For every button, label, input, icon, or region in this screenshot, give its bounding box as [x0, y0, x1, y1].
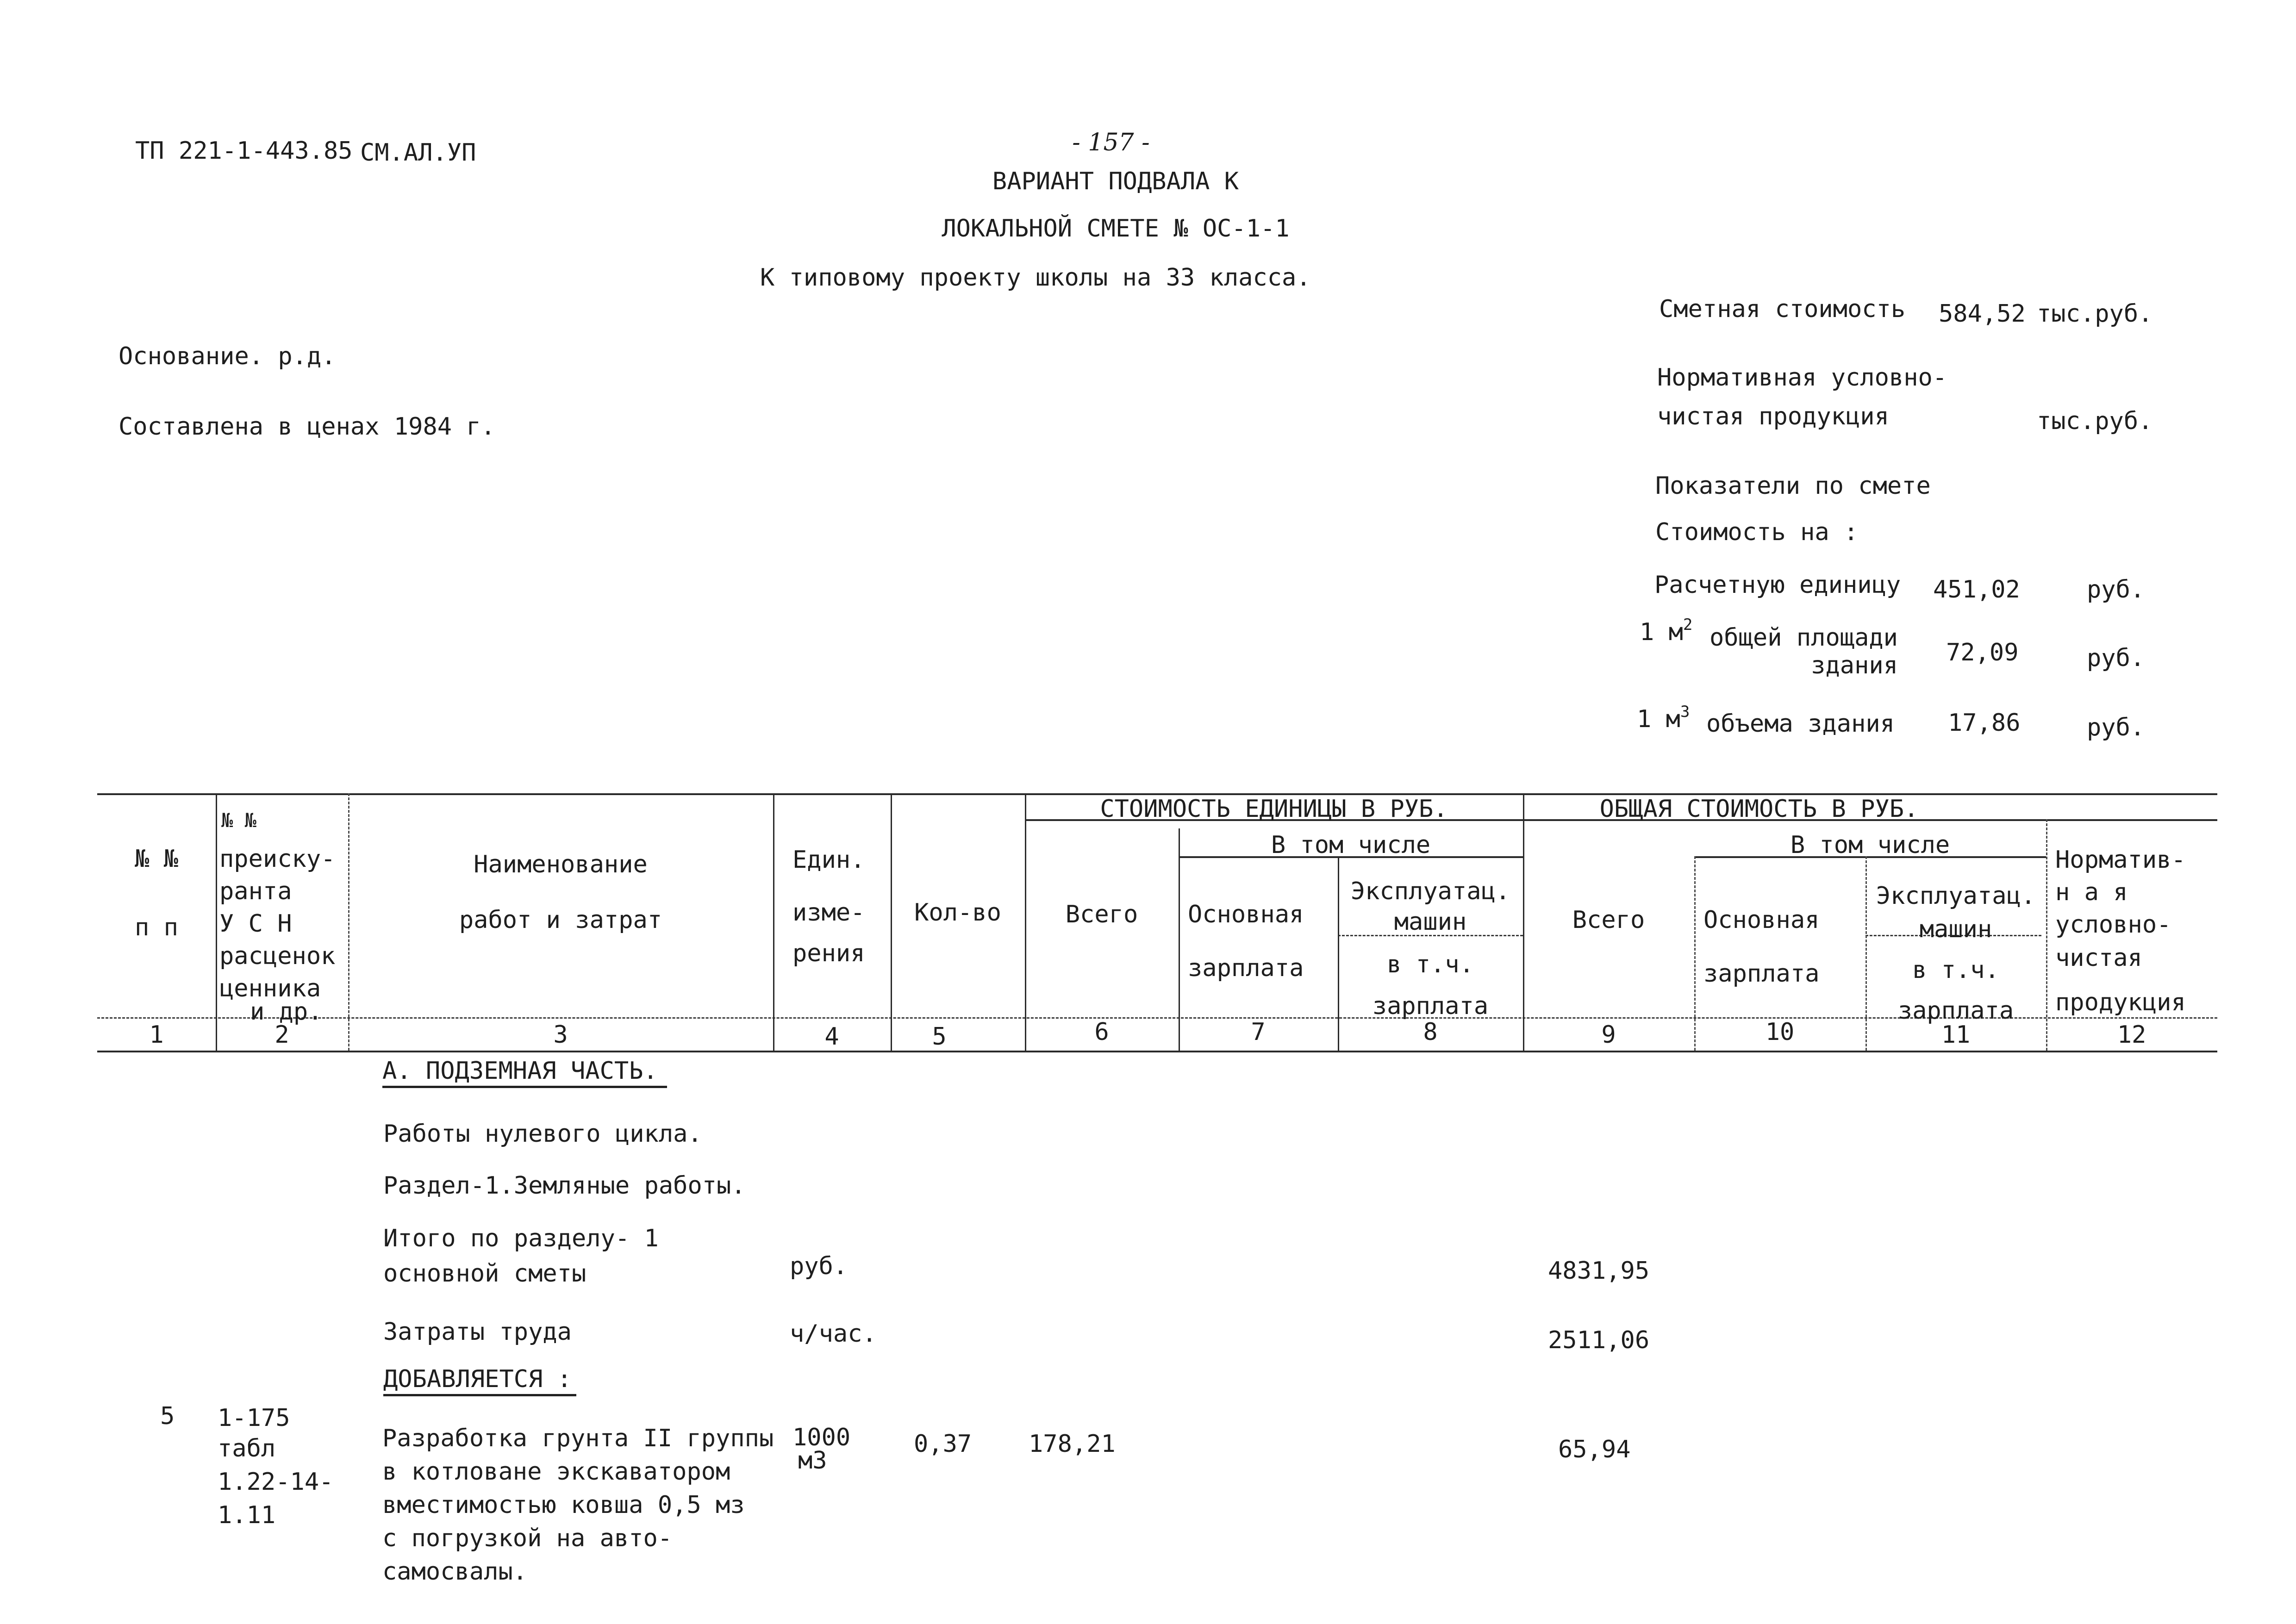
col11-header-line4: зарплата	[1897, 997, 2014, 1025]
col11-header-line3: в т.ч.	[1912, 956, 1999, 984]
row-code-line4: 1.11	[218, 1501, 276, 1529]
title-line-3: К типовому проекту школы на 33 класса.	[760, 264, 1311, 292]
col3-header-line2: работ и затрат	[459, 906, 662, 934]
col-number-4: 4	[824, 1023, 839, 1051]
row-quantity: 0,37	[914, 1430, 972, 1458]
per-area-label-1: общей площади	[1710, 624, 1898, 652]
per-unit-value: 451,02	[1933, 576, 2020, 604]
row-unit-cost: 178,21	[1029, 1430, 1116, 1458]
col12-header-line4: чистая	[2055, 944, 2142, 972]
labor-label: Затраты труда	[383, 1318, 572, 1346]
col-number-1: 1	[149, 1021, 164, 1049]
section-total-unit: руб.	[790, 1252, 848, 1280]
col12-header-line5: продукция	[2055, 989, 2186, 1016]
normative-label-1: Нормативная условно-	[1657, 364, 1947, 392]
basis-label: Основание. р.д.	[119, 342, 336, 370]
zero-cycle-heading: Работы нулевого цикла.	[383, 1120, 702, 1148]
col8-header-line1: Эксплуатац.	[1350, 877, 1510, 905]
col2-header-line1: № №	[221, 809, 256, 832]
col11-header-line1: Эксплуатац.	[1876, 882, 2036, 910]
per-unit-currency: руб.	[2087, 576, 2145, 604]
col4-header-line1: Един.	[792, 846, 865, 874]
row-name-line2: в котловане экскаватором	[382, 1458, 730, 1486]
col-number-2: 2	[275, 1021, 289, 1049]
col10-header-line1: Основная	[1703, 906, 1820, 934]
title-line-2: ЛОКАЛЬНОЙ СМЕТЕ № ОС-1-1	[942, 215, 1290, 243]
section-a-heading: А. ПОДЗЕМНАЯ ЧАСТЬ.	[382, 1059, 667, 1088]
row-name-line5: самосвалы.	[382, 1558, 528, 1586]
estimated-cost-unit: тыс.руб.	[2037, 300, 2153, 328]
col4-header-line3: рения	[792, 940, 865, 967]
col2-header-line4: У С Н	[219, 910, 292, 938]
estimated-cost-value: 584,52	[1939, 300, 2026, 328]
document-series: СМ.АЛ.УП	[360, 139, 476, 167]
col8-header-line3: в т.ч.	[1387, 951, 1474, 978]
row-unit-line2: м3	[798, 1447, 827, 1475]
col12-header-line1: Норматив-	[2055, 846, 2186, 874]
col-number-12: 12	[2117, 1021, 2146, 1049]
page-number: - 157 -	[1072, 129, 1150, 156]
col-number-8: 8	[1423, 1018, 1438, 1046]
col9-header: Всего	[1572, 906, 1645, 934]
indicators-label: Показатели по смете	[1655, 472, 1931, 500]
row-number: 5	[160, 1402, 175, 1430]
per-volume-value: 17,86	[1948, 709, 2021, 737]
unit-cost-incl-label: В том числе	[1271, 831, 1431, 859]
col-number-11: 11	[1941, 1021, 1971, 1049]
col2-header-line6: ценника	[219, 975, 321, 1002]
col2-header-line7: и др.	[250, 998, 323, 1026]
section-total-value: 4831,95	[1548, 1257, 1650, 1285]
prices-year-label: Составлена в ценах 1984 г.	[119, 413, 495, 441]
estimated-cost-label: Сметная стоимость	[1659, 295, 1906, 323]
per-area-currency: руб.	[2087, 644, 2145, 672]
row-name-line1: Разработка грунта II группы	[382, 1425, 774, 1452]
col2-header-line5: расценок	[219, 942, 336, 970]
row-code-line1: 1-175	[218, 1404, 290, 1432]
col12-header-line3: условно-	[2055, 911, 2171, 939]
section-1-heading: Раздел-1.Земляные работы.	[383, 1172, 746, 1200]
row-code-line2: табл	[218, 1435, 276, 1462]
per-volume-currency: руб.	[2087, 714, 2145, 741]
document-code: ТП 221-1-443.85	[135, 137, 353, 165]
col8-header-line4: зарплата	[1372, 992, 1489, 1020]
col7-header-line1: Основная	[1188, 901, 1304, 928]
col12-header-line2: н а я	[2055, 878, 2128, 906]
col1-header-line1: № №	[135, 845, 178, 873]
col-number-7: 7	[1251, 1018, 1266, 1046]
col-number-6: 6	[1094, 1018, 1109, 1046]
col2-header-line2: преиску-	[219, 845, 336, 873]
row-name-line4: с погрузкой на авто-	[382, 1524, 673, 1552]
row-unit-line1: 1000	[792, 1424, 851, 1451]
col-number-3: 3	[553, 1021, 568, 1049]
col10-header-line2: зарплата	[1703, 960, 1820, 988]
col-number-10: 10	[1765, 1018, 1795, 1046]
title-line-1: ВАРИАНТ ПОДВАЛА К	[992, 168, 1239, 195]
total-cost-group-header: ОБЩАЯ СТОИМОСТЬ В РУБ.	[1599, 795, 1919, 823]
total-cost-incl-label: В том числе	[1790, 831, 1950, 859]
row-total-cost: 65,94	[1558, 1436, 1631, 1463]
labor-value: 2511,06	[1548, 1326, 1650, 1354]
per-area-prefix: 1 $м^2$	[1640, 616, 1693, 646]
per-area-value: 72,09	[1946, 639, 2019, 666]
normative-unit: тыс.руб.	[2037, 407, 2153, 435]
col1-header-line2: п п	[135, 914, 178, 941]
col5-header: Кол-во	[914, 899, 1001, 927]
col4-header-line2: изме-	[792, 899, 865, 927]
cost-per-label: Стоимость на :	[1655, 518, 1859, 546]
col-number-5: 5	[932, 1023, 947, 1051]
per-area-label-2: здания	[1811, 652, 1898, 679]
per-volume-prefix: 1 $м^3$	[1637, 703, 1690, 733]
row-name-line3: вместимостью ковша 0,5 мз	[382, 1491, 745, 1519]
added-heading: ДОБАВЛЯЕТСЯ :	[383, 1367, 576, 1396]
section-total-label-1: Итого по разделу- 1	[383, 1225, 659, 1252]
per-unit-label: Расчетную единицу	[1654, 571, 1901, 599]
normative-label-2: чистая продукция	[1657, 403, 1889, 430]
labor-unit: ч/час.	[790, 1320, 877, 1348]
col8-header-line2: машин	[1394, 908, 1467, 936]
per-volume-label: объема здания	[1706, 710, 1895, 738]
col7-header-line2: зарплата	[1188, 954, 1304, 982]
unit-cost-group-header: СТОИМОСТЬ ЕДИНИЦЫ В РУБ.	[1100, 795, 1448, 823]
col11-header-line2: машин	[1919, 915, 1992, 943]
col3-header-line1: Наименование	[474, 851, 648, 878]
col6-header: Всего	[1065, 901, 1138, 928]
col2-header-line3: ранта	[219, 877, 292, 905]
col-number-9: 9	[1601, 1021, 1616, 1049]
row-code-line3: 1.22-14-	[218, 1468, 334, 1496]
section-total-label-2: основной сметы	[383, 1260, 586, 1288]
